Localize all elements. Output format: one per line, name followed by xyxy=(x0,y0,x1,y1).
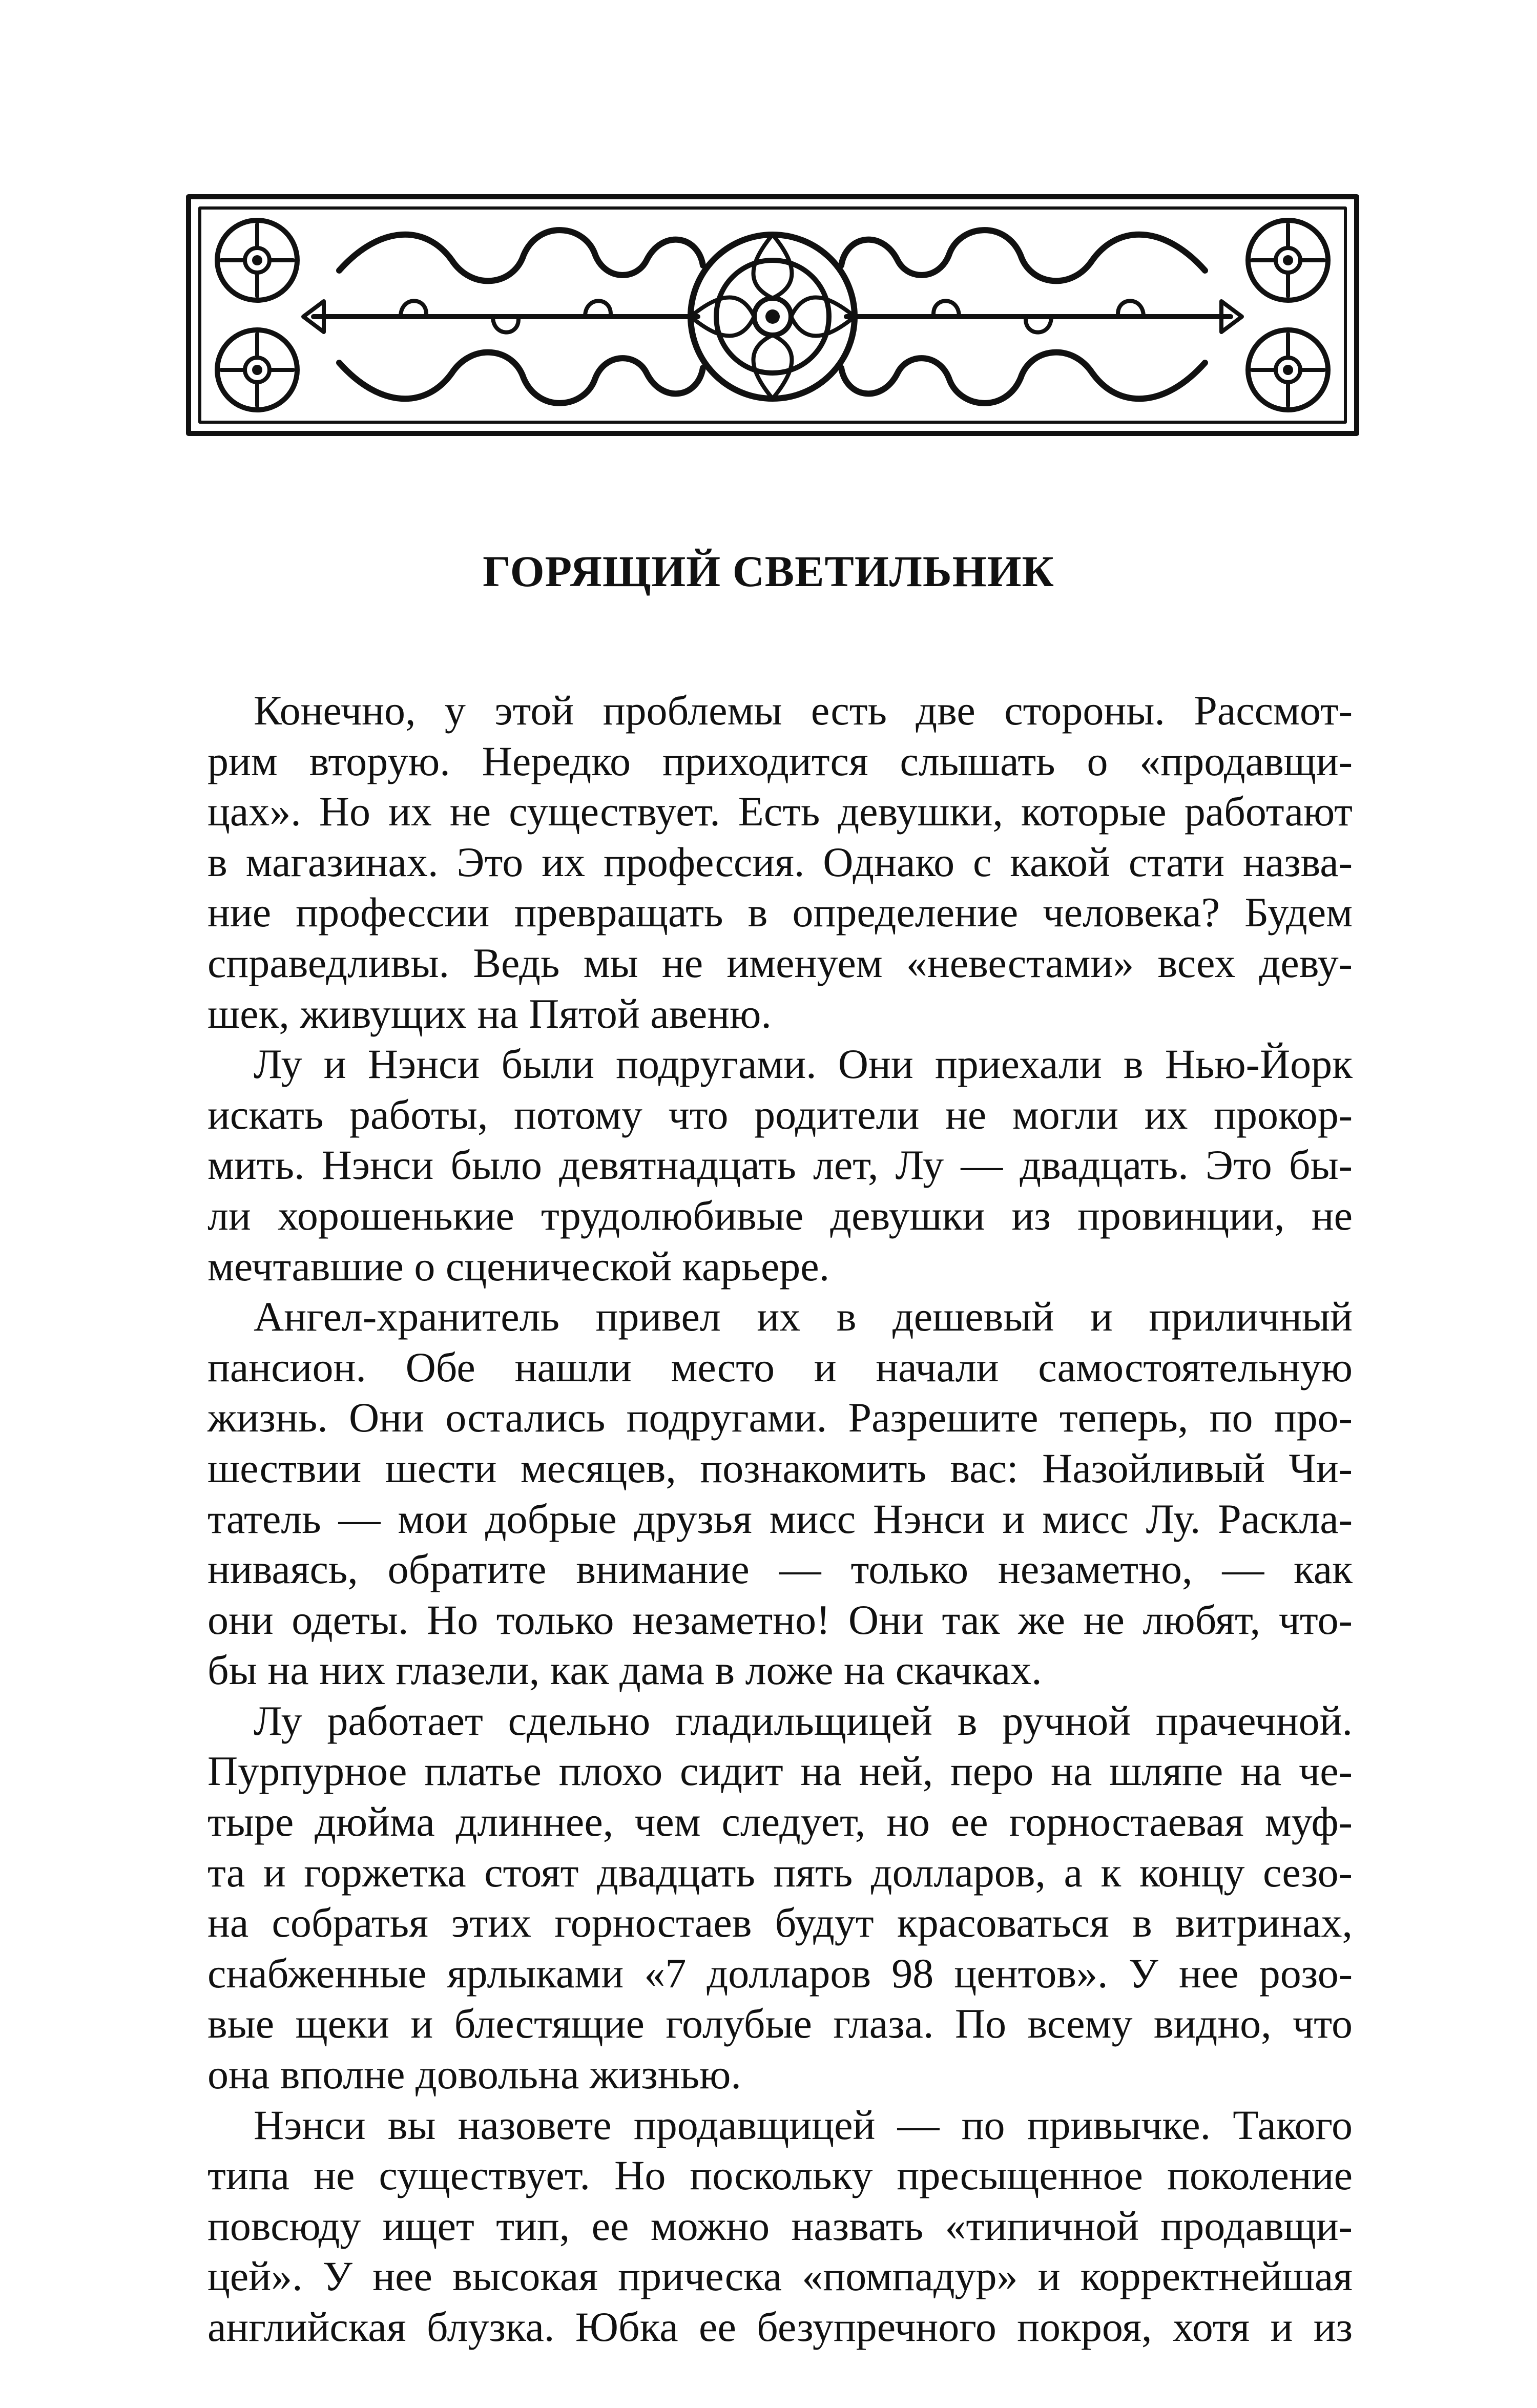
text-line: мить. Нэнси было девятнадцать лет, Лу — двадцать. Это бы- xyxy=(207,1141,1353,1189)
text-line: ли хорошенькие трудолюбивые девушки из провинции, не xyxy=(207,1192,1353,1239)
text-line: справедливы. Ведь мы не именуем «невестами» всех деву- xyxy=(207,939,1353,986)
text-line: Пурпурное платье плохо сидит на ней, перо на шляпе на че- xyxy=(207,1748,1353,1795)
text-line: цах». Но их не существует. Есть девушки, которые работают xyxy=(207,788,1353,835)
text-line: бы на них глазели, как дама в ложе на скачках. xyxy=(207,1647,1042,1694)
text-line: шествии шести месяцев, познакомить вас: Назойливый Чи- xyxy=(207,1444,1353,1491)
text-line: ние профессии превращать в определение человека? Будем xyxy=(207,889,1353,936)
text-line: в магазинах. Это их профессия. Однако с какой стати назва- xyxy=(207,838,1353,885)
text-line: английская блузка. Юбка ее безупречного покроя, хотя и из xyxy=(207,2303,1353,2350)
text-line: та и горжетка стоят двадцать пять долларов, а к концу сезо- xyxy=(207,1849,1353,1896)
text-line: жизнь. Они остались подругами. Разрешите теперь, по про- xyxy=(207,1394,1353,1441)
text-line: цей». У нее высокая прическа «помпадур» и корректнейшая xyxy=(207,2253,1353,2300)
text-line: мечтавшие о сценической карьере. xyxy=(207,1242,830,1290)
text-line: они одеты. Но только незаметно! Они так же не любят, что- xyxy=(207,1596,1353,1643)
text-line: типа не существует. Но поскольку пресыщенное поколение xyxy=(207,2152,1353,2199)
text-line: Лу работает сдельно гладильщицей в ручной прачечной. xyxy=(254,1697,1353,1744)
text-line: Конечно, у этой проблемы есть две стороны. Рассмот- xyxy=(254,687,1353,734)
text-line: на собратья этих горностаев будут красоваться в витринах, xyxy=(207,1899,1353,1946)
text-line: шек, живущих на Пятой авеню. xyxy=(207,990,772,1037)
text-line: Ангел-хранитель привел их в дешевый и приличный xyxy=(254,1293,1353,1340)
text-line: повсюду ищет тип, ее можно назвать «типичной продавщи- xyxy=(207,2202,1353,2249)
text-line: вые щеки и блестящие голубые глаза. По всему видно, что xyxy=(207,2000,1353,2047)
text-line: она вполне довольна жизнью. xyxy=(207,2051,741,2098)
text-line: татель — мои добрые друзья мисс Нэнси и мисс Лу. Раскла- xyxy=(207,1495,1353,1542)
body-text xyxy=(207,686,1353,2353)
text-line: снабженные ярлыками «7 долларов 98 центов». У нее розо- xyxy=(207,1949,1353,1997)
text-line: Лу и Нэнси были подругами. Они приехали в Нью-Йорк xyxy=(254,1041,1353,1088)
text-line: пансион. Обе нашли место и начали самостоятельную xyxy=(207,1343,1353,1390)
text-line: Нэнси вы назовете продавщицей — по привычке. Такого xyxy=(254,2101,1353,2148)
text-line: ниваясь, обратите внимание — только незаметно, — как xyxy=(207,1546,1353,1593)
text-line: искать работы, потому что родители не могли их прокор- xyxy=(207,1091,1353,1138)
chapter-title: ГОРЯЩИЙ СВЕТИЛЬНИК xyxy=(483,547,1054,596)
text-line: рим вторую. Нередко приходится слышать о «продавщи- xyxy=(207,737,1353,784)
decorative-ornament-border xyxy=(185,194,1360,437)
text-line: тыре дюйма длиннее, чем следует, но ее горностаевая муф- xyxy=(207,1798,1353,1845)
